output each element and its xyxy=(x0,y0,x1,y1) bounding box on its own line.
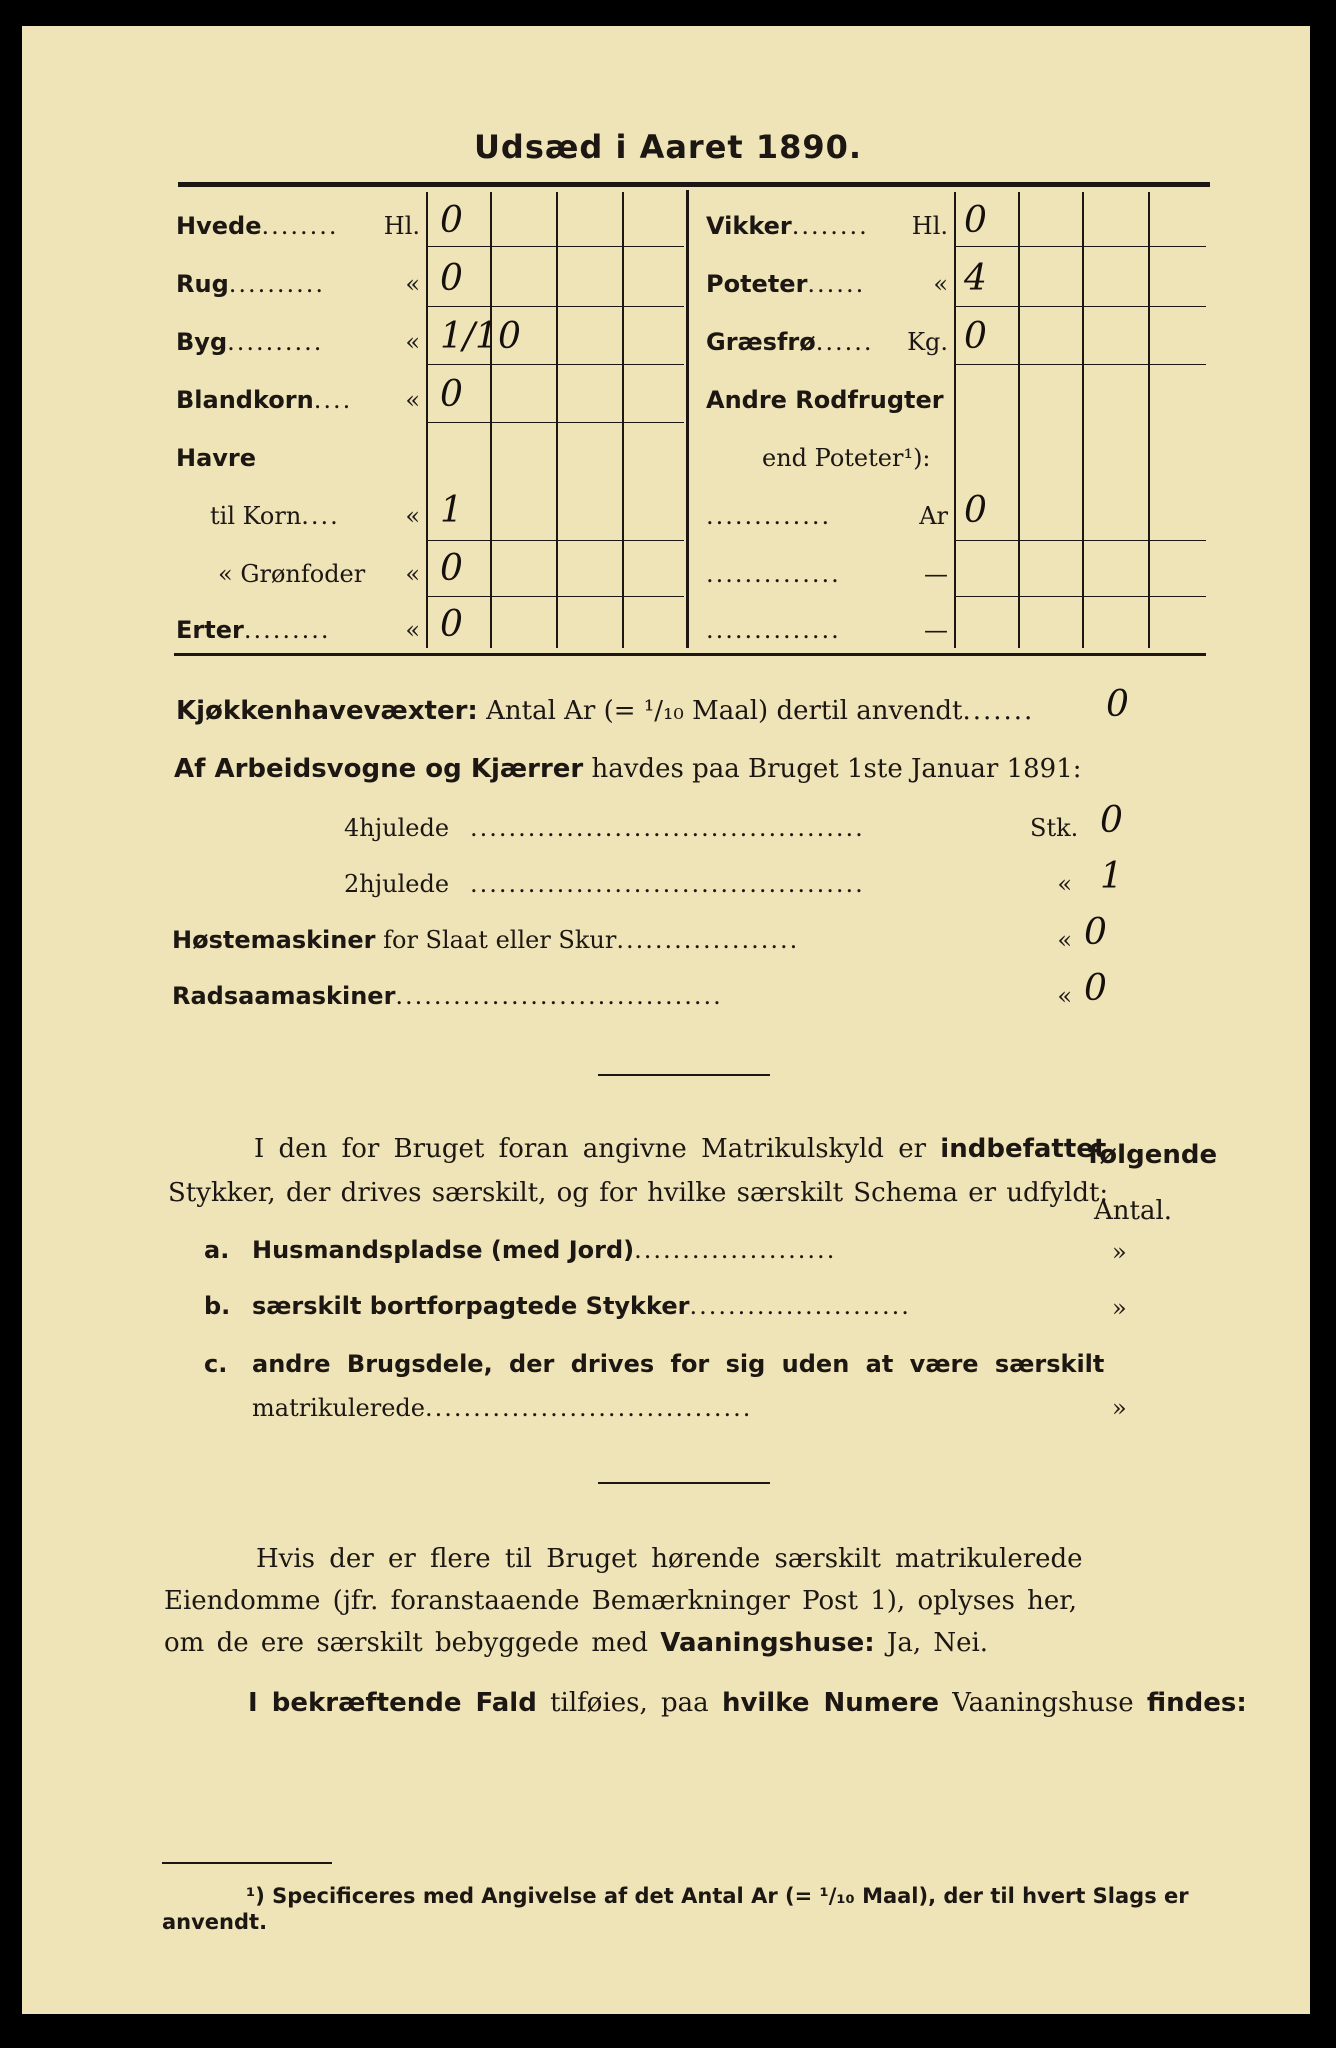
left-row-value: 0 xyxy=(440,548,463,589)
right-row-label xyxy=(706,270,865,298)
right-col-line xyxy=(954,192,956,648)
kitchen-label: Kjøkkenhavevæxter: xyxy=(176,696,478,726)
eiendomme-text-3c: Ja, Nei. xyxy=(886,1628,989,1658)
matrikul-item-c-dots: .................................. xyxy=(424,1394,753,1422)
eiendomme-text-4b: tilføies, paa xyxy=(550,1688,709,1718)
left-col-line xyxy=(556,192,558,648)
right-row-name: end Poteter¹): xyxy=(762,444,931,472)
footnote-line2: anvendt. xyxy=(162,1910,268,1934)
footnote-line1: ¹) Specificeres med Angivelse af det Antal Ar (= ¹/₁₀ Maal), der til hvert Slags er xyxy=(246,1884,1189,1908)
right-row-dots: .............. xyxy=(706,560,841,588)
eiendomme-text-4e: findes: xyxy=(1146,1688,1247,1718)
right-row-label xyxy=(706,502,831,530)
left-row-label xyxy=(176,270,325,298)
wagons-line xyxy=(174,754,1082,784)
matrikul-item-letter: b. xyxy=(204,1292,231,1320)
machine-name: Radsaamaskiner xyxy=(172,982,396,1010)
machine-row-label xyxy=(172,926,799,954)
left-col-line xyxy=(490,192,492,648)
matrikul-item-value: » xyxy=(1112,1294,1127,1322)
wagon-row-label: 2hjulede xyxy=(344,870,450,898)
machine-name: Høstemaskiner xyxy=(172,926,376,954)
right-row-unit: « xyxy=(933,270,948,298)
right-row-dots: ........ xyxy=(791,212,869,240)
left-row-label xyxy=(176,444,256,472)
machine-text: for Slaat eller Skur xyxy=(383,926,617,954)
matrikul-antal: Antal. xyxy=(1094,1196,1173,1226)
left-row-dots: .......... xyxy=(228,270,326,298)
kitchen-value: 0 xyxy=(1106,684,1129,725)
matrikul-line2: Stykker, der drives særskilt, og for hvilke særskilt Schema er udfyldt: xyxy=(168,1178,1109,1208)
right-row-value: 0 xyxy=(964,200,987,241)
right-row-unit: Ar xyxy=(919,502,948,530)
left-row-line xyxy=(428,246,684,247)
left-row-name: til Korn xyxy=(210,502,302,530)
right-row-line xyxy=(956,596,1206,597)
kitchen-dots: ....... xyxy=(962,696,1035,726)
wagon-row-label: 4hjulede xyxy=(344,814,450,842)
matrikul-line1 xyxy=(254,1134,1106,1164)
eiendomme-text-3a: om de ere særskilt bebyggede med xyxy=(164,1628,649,1658)
machine-value: 0 xyxy=(1084,968,1107,1009)
right-row-label xyxy=(706,386,944,414)
matrikul-item-text xyxy=(252,1236,836,1264)
right-row-unit: Hl. xyxy=(911,212,948,240)
left-row-label xyxy=(218,560,365,588)
matrikul-item-dots: ..................... xyxy=(634,1236,837,1264)
left-row-unit: Hl. xyxy=(383,212,420,240)
left-row-value: 0 xyxy=(440,604,463,645)
left-row-line xyxy=(428,364,684,365)
right-row-line xyxy=(956,246,1206,247)
eiendomme-text-4a: I bekræftende Fald xyxy=(248,1688,537,1718)
title-rule xyxy=(178,182,1210,187)
left-row-name: Rug xyxy=(176,270,229,298)
right-row-line xyxy=(956,364,1206,365)
right-col-line xyxy=(1148,192,1150,648)
left-row-line xyxy=(428,596,684,597)
left-row-line xyxy=(428,422,684,423)
matrikul-item-name: særskilt bortforpagtede Stykker xyxy=(252,1292,690,1320)
right-row-label xyxy=(762,444,931,472)
right-row-value: 0 xyxy=(964,316,987,357)
right-row-unit: Kg. xyxy=(907,328,948,356)
right-col-line xyxy=(1018,192,1020,648)
right-row-name: Poteter xyxy=(706,270,808,298)
kitchen-text: Antal Ar (= ¹/₁₀ Maal) dertil anvendt xyxy=(486,696,963,726)
left-row-line xyxy=(428,540,684,541)
right-row-dots: .............. xyxy=(706,616,841,644)
left-col-line xyxy=(622,192,624,648)
right-row-label xyxy=(706,616,841,644)
left-row-dots: ........ xyxy=(261,212,339,240)
table-bottom-rule xyxy=(174,653,1206,656)
left-row-dots: .... xyxy=(301,502,340,530)
right-row-name: Andre Rodfrugter xyxy=(706,386,944,414)
matrikul-item-c-text2: matrikulerede xyxy=(252,1394,425,1422)
machine-row-label xyxy=(172,982,723,1010)
left-row-unit: « xyxy=(405,386,420,414)
page-title: Udsæd i Aaret 1890. xyxy=(473,128,863,166)
wagon-row-dots: ......................................... xyxy=(470,870,865,898)
left-row-label xyxy=(210,502,340,530)
left-row-value: 1/10 xyxy=(440,316,521,357)
right-row-unit: — xyxy=(924,560,948,588)
left-row-unit: « xyxy=(405,328,420,356)
wagons-text: havdes paa Bruget 1ste Januar 1891: xyxy=(591,754,1082,784)
left-row-name: Havre xyxy=(176,444,257,472)
matrikul-item-c-line2 xyxy=(252,1394,752,1422)
right-row-label xyxy=(706,560,841,588)
machine-dots: ................... xyxy=(616,926,800,954)
left-row-name: Hvede xyxy=(176,212,262,240)
eiendomme-line4 xyxy=(248,1688,1247,1718)
right-row-label xyxy=(706,212,869,240)
wagon-row-unit: « xyxy=(1057,870,1072,898)
left-row-name: « Grønfoder xyxy=(218,560,366,588)
matrikul-item-value: » xyxy=(1112,1238,1127,1266)
right-row-value: 0 xyxy=(964,490,987,531)
matrikul-text-1a: I den for Bruget foran angivne Matrikulskyld er xyxy=(254,1134,927,1164)
section-rule-2 xyxy=(598,1482,770,1484)
matrikul-folgende: følgende xyxy=(1088,1140,1218,1170)
wagons-label: Af Arbeidsvogne og Kjærrer xyxy=(174,754,584,784)
matrikul-item-letter: a. xyxy=(204,1236,230,1264)
machine-value: 0 xyxy=(1084,912,1107,953)
right-row-dots: ...... xyxy=(815,328,874,356)
left-row-value: 0 xyxy=(440,374,463,415)
right-col-line xyxy=(1082,192,1084,648)
section-rule xyxy=(598,1074,770,1076)
matrikul-item-text xyxy=(252,1350,1104,1378)
wagon-row-dots: ......................................... xyxy=(470,814,865,842)
left-row-name: Erter xyxy=(176,616,244,644)
eiendomme-line1: Hvis der er flere til Bruget hørende særskilt matrikulerede xyxy=(256,1544,1083,1574)
left-row-value: 1 xyxy=(440,490,463,531)
right-row-name: Græsfrø xyxy=(706,328,816,356)
left-row-label xyxy=(176,328,323,356)
matrikul-text-1b: indbefattet xyxy=(940,1134,1107,1164)
matrikul-item-letter: c. xyxy=(204,1350,228,1378)
left-row-value: 0 xyxy=(440,200,463,241)
matrikul-item-name: Husmandspladse (med Jord) xyxy=(252,1236,635,1264)
right-row-line xyxy=(956,306,1206,307)
matrikul-item-value: » xyxy=(1112,1394,1127,1422)
left-row-name: Blandkorn xyxy=(176,386,314,414)
eiendomme-text-3b: Vaaningshuse: xyxy=(660,1628,875,1658)
eiendomme-line3 xyxy=(164,1628,988,1658)
left-row-dots: .......... xyxy=(227,328,324,356)
left-row-label xyxy=(176,616,331,644)
left-row-unit: « xyxy=(405,560,420,588)
right-row-line xyxy=(956,540,1206,541)
eiendomme-text-4d: Vaaningshuse xyxy=(952,1688,1134,1718)
right-row-name: Vikker xyxy=(706,212,792,240)
right-row-dots: ............. xyxy=(706,502,832,530)
left-row-unit: « xyxy=(405,616,420,644)
kitchen-line xyxy=(176,696,1034,726)
wagon-row-unit: Stk. xyxy=(1030,814,1079,842)
wagon-row-value: 1 xyxy=(1100,856,1123,897)
right-row-dots: ...... xyxy=(807,270,866,298)
right-row-value: 4 xyxy=(964,258,987,299)
footnote-rule xyxy=(162,1862,332,1864)
right-row-label xyxy=(706,328,874,356)
matrikul-item-text xyxy=(252,1292,911,1320)
wagon-row-value: 0 xyxy=(1100,800,1123,841)
machine-unit: « xyxy=(1057,926,1072,954)
left-row-value: 0 xyxy=(440,258,463,299)
eiendomme-line2: Eiendomme (jfr. foranstaaende Bemærkninger Post 1), oplyses her, xyxy=(164,1586,1078,1616)
left-row-unit: « xyxy=(405,502,420,530)
matrikul-item-name: andre Brugsdele, der drives for sig uden at være særskilt xyxy=(252,1350,1105,1378)
left-row-label xyxy=(176,386,352,414)
left-row-line xyxy=(428,306,684,307)
left-row-dots: ......... xyxy=(243,616,331,644)
left-row-dots: .... xyxy=(313,386,353,414)
right-row-unit: — xyxy=(924,616,948,644)
left-row-unit: « xyxy=(405,270,420,298)
matrikul-item-dots: ....................... xyxy=(689,1292,911,1320)
left-row-name: Byg xyxy=(176,328,228,356)
machine-unit: « xyxy=(1057,982,1072,1010)
left-col-line xyxy=(426,192,428,648)
machine-dots: .................................. xyxy=(395,982,723,1010)
eiendomme-text-4c: hvilke Numere xyxy=(721,1688,939,1718)
left-row-label xyxy=(176,212,339,240)
table-divider xyxy=(686,190,689,648)
